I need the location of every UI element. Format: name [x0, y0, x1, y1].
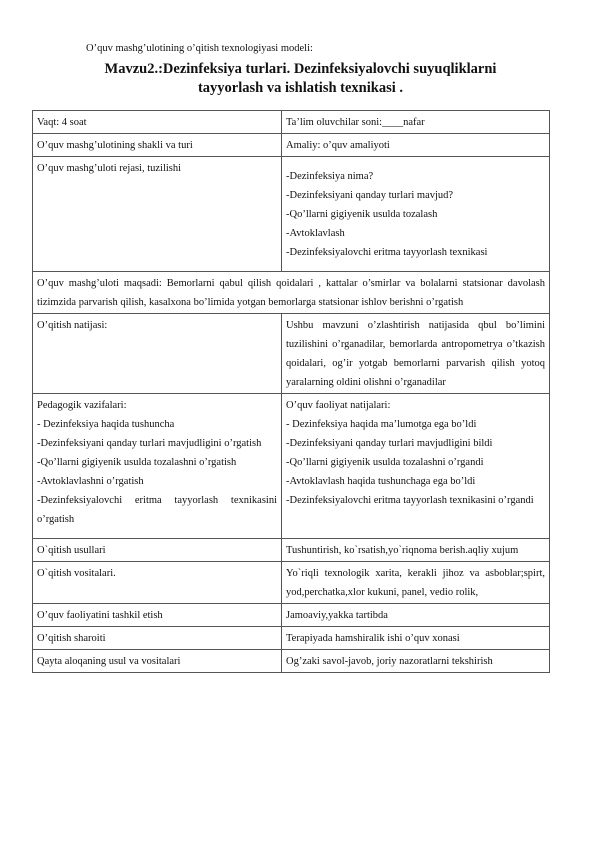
teaching-methods-label: O`qitish usullari	[33, 539, 282, 562]
list-item: -Qo’llarni gigiyenik usulda tozalashni o’rgandi	[286, 457, 484, 468]
table-row	[33, 539, 550, 562]
teaching-conditions-value: Terapiyada hamshiralik ishi o’quv xonasi	[282, 627, 550, 650]
table-row	[33, 650, 550, 673]
lesson-plan-items	[282, 157, 550, 272]
teaching-conditions-label: O’qitish sharoiti	[33, 627, 282, 650]
learning-outcome-label: O’qitish natijasi:	[33, 314, 282, 394]
list-item: -Dezinfeksiyani qanday turlari mavjud?	[286, 190, 454, 201]
title-line-1: Mavzu2.:Dezinfeksiya turlari. Dezinfeksiyalovchi suyuqliklarni	[104, 61, 497, 77]
table-row	[33, 604, 550, 627]
title-line-2: tayyorlash va ishlatish texnikasi .	[197, 80, 404, 96]
lesson-form-label: O’quv mashg’ulotining shakli va turi	[33, 134, 282, 157]
teaching-methods-value: Tushuntirish, ko`rsatish,yo`riqnoma berish.aqliy xujum	[282, 539, 550, 562]
table-row	[33, 111, 550, 134]
feedback-methods-label: Qayta aloqaning usul va vositalari	[33, 650, 282, 673]
pedagogical-tasks	[33, 394, 282, 539]
table-row	[33, 157, 550, 272]
list-item: -Avtoklavlashni o’rgatish	[37, 476, 144, 487]
teaching-tools-value: Yo`riqli texnologik xarita, kerakli jihoz va asboblar;spirt, yod,perchatka,xlor kukuni, panel, vedio rolik,	[282, 562, 550, 604]
lesson-plan-label: O’quv mashg’uloti rejasi, tuzilishi	[33, 157, 282, 272]
list-item: -Dezinfeksiyalovchi eritma tayyorlash texnikasini o’rgandi	[286, 495, 534, 506]
activity-organization-label: O’quv faoliyatini tashkil etish	[33, 604, 282, 627]
learners-count: Ta’lim oluvchilar soni:____nafar	[282, 111, 550, 134]
list-item: -Dezinfeksiya nima?	[286, 171, 374, 182]
table-row	[33, 134, 550, 157]
list-item: - Dezinfeksiya haqida ma’lumotga ega bo’ldi	[286, 419, 477, 430]
list-item: O’quv faoliyat natijalari:	[286, 400, 391, 411]
table-row	[33, 394, 550, 539]
time-label: Vaqt: 4 soat	[33, 111, 282, 134]
list-item: -Avtoklavlash haqida tushunchaga ega bo’ldi	[286, 476, 476, 487]
lesson-form-value: Amaliy: o’quv amaliyoti	[282, 134, 550, 157]
lesson-title	[60, 60, 541, 98]
list-item: Pedagogik vazifalari:	[37, 400, 127, 411]
model-pretitle: O’quv mashg’ulotining o’qitish texnologiyasi modeli:	[86, 43, 313, 54]
list-item: -Dezinfeksiyani qanday turlari mavjudligini o’rgatish	[37, 438, 262, 449]
table-row	[33, 562, 550, 604]
table-row	[33, 272, 550, 314]
list-item: -Dezinfeksiyani qanday turlari mavjudligini bildi	[286, 438, 493, 449]
lesson-goal: O’quv mashg’uloti maqsadi: Bemorlarni qabul qilish qoidalari , kattalar o’smirlar va bolalarni statsionar davolash tizimzida parvarish qilish, kasalxona bo’limida yotgan bemorlarga statsionar ishlov berishni o’rgatish	[33, 272, 550, 314]
list-item: -Qo’llarni gigiyenik usulda tozalash	[286, 209, 438, 220]
list-item: - Dezinfeksiya haqida tushuncha	[37, 419, 175, 430]
activity-organization-value: Jamoaviy,yakka tartibda	[282, 604, 550, 627]
lesson-plan-table	[32, 110, 550, 673]
table-row	[33, 314, 550, 394]
teaching-tools-label: O`qitish vositalari.	[33, 562, 282, 604]
list-item: -Avtoklavlash	[286, 228, 345, 239]
list-item: -Qo’llarni gigiyenik usulda tozalashni o’rgatish	[37, 457, 237, 468]
activity-results	[282, 394, 550, 539]
list-item: -Dezinfeksiyalovchi eritma tayyorlash texnikasini o’rgatish	[37, 495, 277, 525]
list-item: -Dezinfeksiyalovchi eritma tayyorlash texnikasi	[286, 247, 488, 258]
feedback-methods-value: Og’zaki savol-javob, joriy nazoratlarni tekshirish	[282, 650, 550, 673]
table-row	[33, 627, 550, 650]
learning-outcome-text: Ushbu mavzuni o’zlashtirish natijasida qbul bo’limini tuzilishini o’rganadilar, bemorlarda antropometrya o’tkazish qoidalari, og’ir yotgab bemorlarni parvarish qilish yotoq yaralarning oldini olishni o’rganadilar	[282, 314, 550, 394]
